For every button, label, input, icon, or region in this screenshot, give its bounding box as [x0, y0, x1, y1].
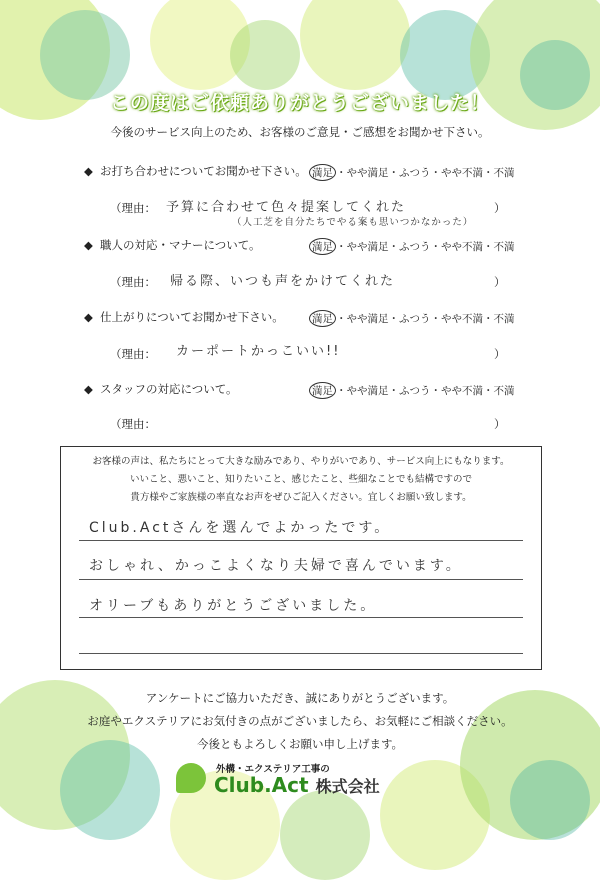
divider	[79, 579, 523, 580]
reason-close-2: ）	[494, 275, 506, 289]
reason-close-1: ）	[494, 201, 506, 215]
footer-line-2: お庭やエクステリアにお気付きの点がございましたら、お気軽にご相談ください。	[87, 714, 513, 728]
reason-label-2: （理由：	[110, 275, 156, 289]
reason-close-3: ）	[494, 347, 506, 361]
diamond-icon: ◆	[84, 238, 93, 252]
diamond-icon: ◆	[84, 382, 93, 396]
reason-text-2: 帰る際、いつも声をかけてくれた	[170, 274, 396, 289]
reason-note-1: （人工芝を自分たちでやる案も思いつかなかった）	[232, 217, 474, 228]
rating-scale-1[interactable]: 満足 ・やや満足・ふつう・やや不満・不満	[312, 164, 515, 181]
reason-text-1: 予算に合わせて色々提案してくれた	[166, 200, 407, 215]
reason-label-4: （理由：	[110, 417, 156, 431]
rating-scale-3[interactable]: 満足 ・やや満足・ふつう・やや不満・不満	[312, 310, 515, 327]
footer-line-1: アンケートにご協力いただき、誠にありがとうございます。	[145, 691, 455, 705]
reason-close-4: ）	[494, 417, 506, 431]
question-1: ◆ お打ち合わせについてお聞かせ下さい。	[84, 164, 307, 178]
question-2: ◆ 職人の対応・マナーについて。	[84, 238, 261, 252]
rating-scale-4[interactable]: 満足 ・やや満足・ふつう・やや不満・不満	[312, 382, 515, 399]
footer-line-3: 今後ともよろしくお願い申し上げます。	[196, 737, 404, 751]
page-subtitle: 今後のサービス向上のため、お客様のご意見・ご感想をお聞かせ下さい。	[110, 125, 490, 139]
company-logo: 外構・エクステリア工事の Club.Act 株式会社	[176, 763, 406, 799]
comment-line-2: おしゃれ、かっこよくなり夫婦で喜んでいます。	[89, 558, 463, 574]
comment-line-1: Club.Actさんを選んでよかったです。	[89, 520, 392, 536]
diamond-icon: ◆	[84, 310, 93, 324]
comment-box[interactable]	[60, 446, 542, 670]
divider	[79, 540, 523, 541]
divider	[79, 617, 523, 618]
box-intro: お客様の声は、私たちにとって大きな励みであり、やりがいであり、サービス向上にもなります。 いいこと、悪いこと、知りたいこと、感じたこと、些細なことでも結構ですので 貴方様やご家族様の率直なお声をぜひご記入ください。宜しくお願い致します。	[92, 456, 510, 503]
comment-line-3: オリーブもありがとうございました。	[89, 598, 378, 614]
reason-text-3: カーポートかっこいい!!	[176, 344, 341, 359]
reason-label-1: （理由：	[110, 201, 156, 215]
leaf-icon	[176, 763, 206, 793]
diamond-icon: ◆	[84, 164, 93, 178]
rating-scale-2[interactable]: 満足 ・やや満足・ふつう・やや不満・不満	[312, 238, 515, 255]
page-title: この度はご依頼ありがとうございました！	[109, 92, 490, 114]
question-4: ◆ スタッフの対応について。	[84, 382, 238, 396]
divider	[79, 653, 523, 654]
question-3: ◆ 仕上がりについてお聞かせ下さい。	[84, 310, 284, 324]
reason-label-3: （理由：	[110, 347, 156, 361]
